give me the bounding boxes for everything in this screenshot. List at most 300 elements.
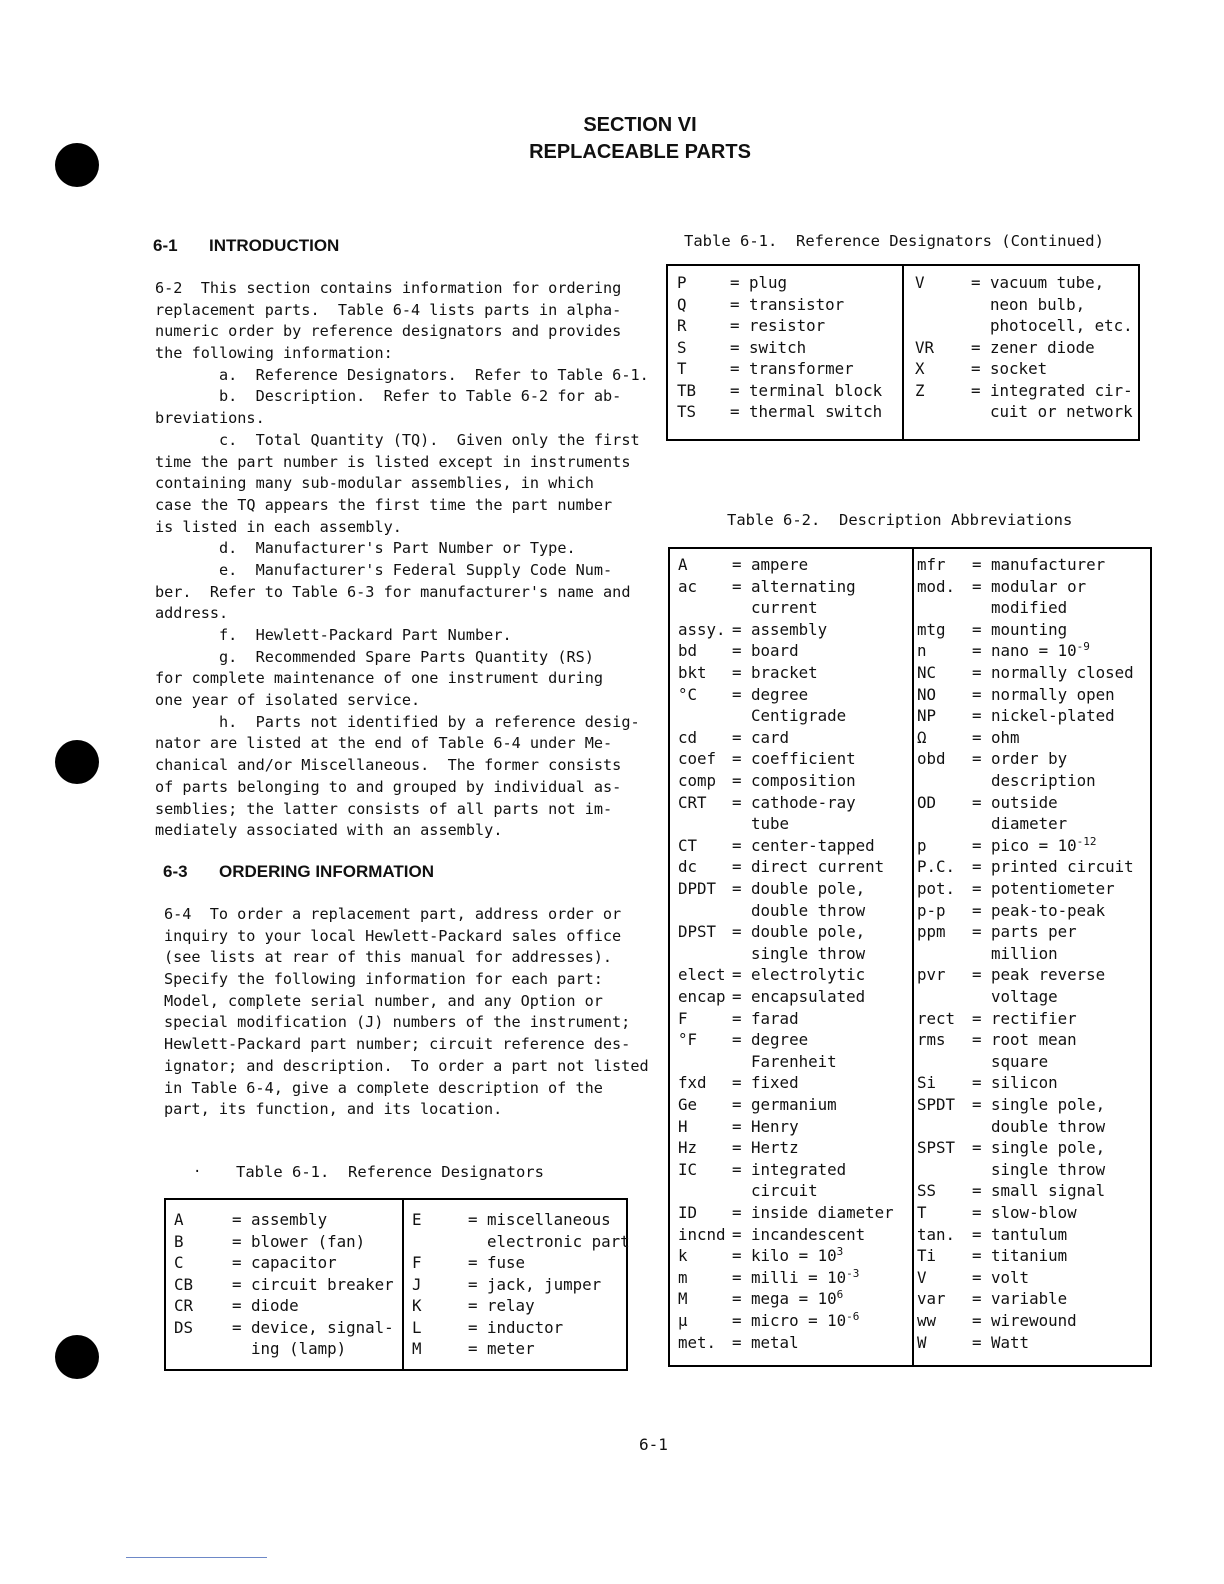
designator-code: Z xyxy=(915,380,925,400)
text-line: Model, complete serial number, and any Option or xyxy=(164,991,603,1010)
text-line: chanical and/or Miscellaneous. The former consists xyxy=(155,756,622,775)
designator-code: F xyxy=(412,1253,422,1272)
designator-code: TS xyxy=(677,402,697,421)
description-text: = germanium xyxy=(732,1095,837,1114)
designator-code: V xyxy=(917,1267,927,1287)
description-text: = encapsulated xyxy=(732,987,866,1006)
designator-description xyxy=(972,1052,1048,1071)
description-text: = single pole, xyxy=(972,1138,1106,1158)
text-line: part, its function, and its location. xyxy=(164,1100,503,1119)
designator-description xyxy=(972,706,1115,725)
column-divider xyxy=(402,1200,404,1369)
designator-code: W xyxy=(917,1332,927,1352)
description-text: = rectifier xyxy=(972,1008,1077,1028)
designator-code: R xyxy=(677,316,687,335)
designator-code: Si xyxy=(917,1073,937,1093)
designator-code: SPDT xyxy=(917,1095,956,1114)
designator-description xyxy=(730,295,844,314)
ordering-heading xyxy=(163,862,434,882)
designator-description xyxy=(972,1073,1058,1092)
designator-code: ID xyxy=(678,1203,698,1222)
designator-code: K xyxy=(412,1296,422,1315)
designator-description xyxy=(732,577,856,596)
designator-code: P xyxy=(677,273,687,292)
designator-code: ac xyxy=(678,576,698,596)
description-text: = double pole, xyxy=(732,922,866,942)
text-line: f. Hewlett-Packard Part Number. xyxy=(155,626,512,644)
description-text: = mega = 10 xyxy=(732,1289,837,1309)
description-text: square xyxy=(972,1051,1049,1071)
designator-description xyxy=(468,1339,535,1358)
text-line: Hewlett-Packard part number; circuit reference des- xyxy=(164,1035,631,1054)
designator-description xyxy=(972,577,1086,596)
text-line: of parts belonging to and grouped by individual as- xyxy=(155,777,622,796)
designator-description xyxy=(732,1052,837,1071)
designator-description xyxy=(730,381,882,400)
designator-description xyxy=(232,1275,394,1294)
description-text: = transistor xyxy=(730,294,845,314)
binder-hole-middle xyxy=(55,740,99,784)
designator-description xyxy=(971,381,1133,400)
description-text: = transformer xyxy=(730,359,854,378)
designator-code: n xyxy=(917,641,927,661)
designator-code: VR xyxy=(915,337,935,357)
designator-code: B xyxy=(174,1231,184,1251)
designator-description xyxy=(730,273,787,292)
designator-code: mod. xyxy=(917,576,956,596)
description-text: = switch xyxy=(730,337,807,357)
designator-description xyxy=(232,1318,394,1337)
description-text: = degree xyxy=(732,1030,809,1050)
designator-description xyxy=(732,749,856,768)
designator-code: DS xyxy=(174,1317,194,1337)
designator-description xyxy=(972,922,1077,941)
designator-code: J xyxy=(412,1274,422,1294)
text-line: c. Total Quantity (TQ). Given only the first xyxy=(155,430,640,449)
description-text: = assembly xyxy=(732,619,828,639)
description-text: double throw xyxy=(972,1116,1106,1136)
designator-code: TB xyxy=(677,380,697,400)
description-text: = variable xyxy=(972,1289,1068,1309)
text-line: d. Manufacturer's Part Number or Type. xyxy=(155,539,576,558)
designator-code: C xyxy=(174,1253,184,1272)
description-text: = metal xyxy=(732,1332,799,1352)
exponent: -12 xyxy=(1076,834,1097,848)
section-title: REPLACEABLE PARTS xyxy=(529,141,751,163)
description-text: double throw xyxy=(732,900,866,920)
designator-code: rms xyxy=(917,1030,946,1050)
designator-description xyxy=(732,1095,837,1114)
description-text: = relay xyxy=(468,1296,535,1315)
description-text: = degree xyxy=(732,684,809,704)
page-number: 6-1 xyxy=(639,1435,668,1454)
description-text: = wirewound xyxy=(972,1311,1077,1330)
designator-description xyxy=(972,987,1058,1006)
designator-description xyxy=(732,620,827,639)
designator-code: bd xyxy=(678,641,698,661)
designator-code: CT xyxy=(678,835,698,855)
designator-code: A xyxy=(174,1210,184,1229)
designator-description xyxy=(971,402,1133,421)
description-text: = miscellaneous xyxy=(468,1210,611,1229)
description-text: = parts per xyxy=(972,922,1077,942)
text-line: breviations. xyxy=(155,409,265,428)
designator-description xyxy=(972,857,1134,876)
description-text: = ampere xyxy=(732,555,809,574)
exponent: -9 xyxy=(1076,640,1090,654)
designator-code: Ti xyxy=(917,1246,937,1266)
description-text: = manufacturer xyxy=(972,555,1106,574)
table-6-2-caption: Table 6-2. Description Abbreviations xyxy=(727,511,1073,529)
designator-description xyxy=(732,685,808,704)
description-text: = diode xyxy=(232,1296,299,1315)
text-line: e. Manufacturer's Federal Supply Code Num- xyxy=(155,560,613,579)
text-line: nator are listed at the end of Table 6-4 under Me- xyxy=(155,734,613,753)
designator-code: SS xyxy=(917,1181,937,1201)
designator-description xyxy=(972,1333,1029,1352)
text-line: is listed in each assembly. xyxy=(155,517,402,536)
designator-description xyxy=(732,641,799,660)
designator-description xyxy=(972,1095,1105,1114)
description-text: = peak reverse xyxy=(972,965,1106,985)
description-text: = root mean xyxy=(972,1030,1077,1050)
text-line: case the TQ appears the first time the part number xyxy=(155,495,613,514)
description-text: = pico = 10 xyxy=(972,835,1077,855)
designator-description xyxy=(732,1160,846,1179)
designator-code: cd xyxy=(678,727,698,747)
description-text: = electrolytic xyxy=(732,965,866,985)
description-text: = silicon xyxy=(972,1073,1058,1093)
description-text: circuit xyxy=(732,1181,818,1201)
designator-code: S xyxy=(677,337,687,357)
designator-description xyxy=(468,1318,563,1337)
description-text: = thermal switch xyxy=(730,402,883,421)
intro-title: INTRODUCTION xyxy=(209,236,340,255)
designator-description xyxy=(732,944,865,963)
description-text: = double pole, xyxy=(732,879,866,898)
description-text: = peak-to-peak xyxy=(972,900,1106,920)
designator-description xyxy=(972,598,1067,617)
caption-bullet: · xyxy=(193,1164,202,1180)
designator-code: ww xyxy=(917,1311,937,1330)
description-text: = titanium xyxy=(972,1246,1068,1266)
description-text: ing (lamp) xyxy=(232,1339,347,1358)
designator-code: fxd xyxy=(678,1073,707,1093)
description-text: single throw xyxy=(732,943,866,963)
designator-code: assy. xyxy=(678,619,726,639)
description-text: = slow-blow xyxy=(972,1203,1077,1222)
description-text: = integrated xyxy=(732,1159,847,1179)
designator-description xyxy=(972,555,1105,574)
designator-description xyxy=(730,402,882,421)
ordering-title: ORDERING INFORMATION xyxy=(219,862,435,881)
description-text: = alternating xyxy=(732,576,856,596)
description-text: modified xyxy=(972,598,1068,618)
designator-code: p-p xyxy=(917,900,946,920)
designator-code: μ xyxy=(678,1311,688,1330)
designator-description xyxy=(468,1253,525,1272)
designator-code: H xyxy=(678,1116,688,1136)
designator-code: T xyxy=(677,359,687,378)
text-line: one year of isolated service. xyxy=(155,691,421,710)
description-text: = outside xyxy=(972,792,1058,812)
designator-description xyxy=(971,359,1047,378)
description-text: = coefficient xyxy=(732,749,856,769)
description-text: = kilo = 10 xyxy=(732,1246,837,1266)
column-divider xyxy=(902,266,904,439)
description-text: = capacitor xyxy=(232,1253,337,1272)
designator-description xyxy=(732,922,865,941)
description-text: = vacuum tube, xyxy=(971,273,1105,292)
designator-description xyxy=(732,1225,865,1244)
description-text: = modular or xyxy=(972,576,1087,596)
description-text: = tantulum xyxy=(972,1224,1068,1244)
table-6-1 xyxy=(164,1198,628,1371)
description-text: = inside diameter xyxy=(732,1203,894,1222)
designator-code: incnd xyxy=(678,1224,726,1244)
description-text: = order by xyxy=(972,749,1068,769)
designator-description xyxy=(732,555,808,574)
description-text: = small signal xyxy=(972,1181,1106,1201)
description-text: = direct current xyxy=(732,857,885,877)
designator-description xyxy=(972,771,1096,790)
text-line: replacement parts. Table 6-4 lists parts in alpha- xyxy=(155,300,622,319)
text-line: the following information: xyxy=(155,344,393,363)
description-text: = meter xyxy=(468,1339,535,1358)
designator-description xyxy=(730,338,806,357)
description-text: Centigrade xyxy=(732,706,847,726)
designator-description xyxy=(972,1246,1067,1265)
column-divider xyxy=(912,549,914,1365)
description-text: electronic part xyxy=(468,1231,630,1251)
designator-description xyxy=(732,1138,799,1157)
designator-description xyxy=(232,1210,327,1229)
description-text: = normally closed xyxy=(972,663,1134,682)
designator-code: elect xyxy=(678,965,726,985)
designator-description xyxy=(972,1138,1105,1157)
description-text: = incandescent xyxy=(732,1224,866,1244)
designator-code: F xyxy=(678,1008,688,1028)
description-text: cuit or network xyxy=(971,402,1133,421)
description-text: = nickel-plated xyxy=(972,706,1115,726)
designator-description xyxy=(972,879,1115,898)
designator-code: E xyxy=(412,1210,422,1229)
designator-code: A xyxy=(678,555,688,574)
designator-code: L xyxy=(412,1317,422,1337)
exponent: 6 xyxy=(836,1288,844,1302)
designator-code: CB xyxy=(174,1274,194,1294)
intro-heading xyxy=(153,236,339,256)
designator-code: °F xyxy=(678,1030,698,1050)
designator-description xyxy=(972,1117,1105,1136)
description-text: = terminal block xyxy=(730,380,883,400)
designator-code: bkt xyxy=(678,663,707,682)
description-text: = Hertz xyxy=(732,1138,799,1158)
description-text: = device, signal- xyxy=(232,1317,394,1337)
designator-description xyxy=(971,338,1095,357)
description-text: = fixed xyxy=(732,1073,799,1093)
ordering-number: 6-3 xyxy=(163,862,188,881)
description-text: = jack, jumper xyxy=(468,1274,602,1294)
description-text: = composition xyxy=(732,771,856,790)
description-text: = cathode-ray xyxy=(732,792,856,812)
designator-description xyxy=(732,1009,799,1028)
designator-description xyxy=(972,1289,1067,1308)
description-text: = integrated cir- xyxy=(971,380,1133,400)
intro-number: 6-1 xyxy=(153,236,178,255)
text-line: numeric order by reference designators and provides xyxy=(155,322,622,341)
description-text: tube xyxy=(732,814,790,834)
description-text: = resistor xyxy=(730,316,826,335)
description-text: = fuse xyxy=(468,1253,526,1272)
designator-description xyxy=(232,1296,299,1315)
designator-description xyxy=(732,965,865,984)
description-text: = assembly xyxy=(232,1210,328,1229)
designator-description xyxy=(732,663,818,682)
text-line: 6-4 To order a replacement part, address order or xyxy=(164,905,622,923)
text-line: g. Recommended Spare Parts Quantity (RS) xyxy=(155,647,594,666)
text-line: Specify the following information for each part: xyxy=(164,970,603,989)
designator-description xyxy=(972,944,1058,963)
designator-description xyxy=(732,901,865,920)
text-line: semblies; the latter consists of all parts not im- xyxy=(155,799,613,818)
description-text: = bracket xyxy=(732,663,818,682)
description-text: = blower (fan) xyxy=(232,1231,366,1251)
designator-description xyxy=(972,793,1058,812)
description-text: = potentiometer xyxy=(972,879,1115,898)
designator-code: T xyxy=(917,1203,927,1222)
description-text: = circuit breaker xyxy=(232,1274,394,1294)
description-text: current xyxy=(732,598,818,618)
text-line: containing many sub-modular assemblies, in which xyxy=(155,474,594,493)
description-text: diameter xyxy=(972,814,1068,834)
designator-code: X xyxy=(915,359,925,378)
designator-description xyxy=(732,771,856,790)
designator-description xyxy=(972,1225,1067,1244)
table-6-1-caption: Table 6-1. Reference Designators xyxy=(236,1163,544,1181)
designator-description xyxy=(732,857,884,876)
designator-code: NC xyxy=(917,663,937,682)
designator-code: p xyxy=(917,835,927,855)
designator-description xyxy=(468,1210,611,1229)
text-line: address. xyxy=(155,604,229,623)
exponent: 3 xyxy=(836,1245,844,1259)
description-text: = card xyxy=(732,727,790,747)
section-number: SECTION VI xyxy=(583,114,697,136)
designator-code: M xyxy=(412,1339,422,1358)
designator-code: Ω xyxy=(917,727,927,747)
designator-description xyxy=(972,1181,1105,1200)
binder-hole-bottom xyxy=(55,1335,99,1379)
designator-description xyxy=(972,620,1067,639)
designator-description xyxy=(972,1203,1077,1222)
text-line: b. Description. Refer to Table 6-2 for ab- xyxy=(155,387,622,406)
designator-description xyxy=(972,814,1067,833)
designator-code: CR xyxy=(174,1296,194,1315)
designator-description xyxy=(732,879,865,898)
text-line: in Table 6-4, give a complete description of the xyxy=(164,1078,603,1097)
description-text: = farad xyxy=(732,1008,799,1028)
designator-code: var xyxy=(917,1289,946,1309)
description-text: = plug xyxy=(730,273,788,292)
text-line: inquiry to your local Hewlett-Packard sales office xyxy=(164,926,622,945)
designator-description xyxy=(232,1232,365,1251)
designator-description xyxy=(468,1275,601,1294)
designator-description xyxy=(732,728,789,747)
designator-description xyxy=(971,295,1085,314)
text-line: mediately associated with an assembly. xyxy=(155,821,503,840)
designator-code: m xyxy=(678,1267,688,1287)
designator-description xyxy=(732,1181,818,1200)
designator-code: DPST xyxy=(678,922,717,942)
text-line: h. Parts not identified by a reference desig- xyxy=(155,712,640,731)
designator-code: Hz xyxy=(678,1138,698,1158)
table-6-1-continued xyxy=(666,264,1140,441)
ordering-body xyxy=(164,904,649,1121)
designator-description xyxy=(732,1311,859,1330)
description-text: million xyxy=(972,943,1058,963)
text-line: ber. Refer to Table 6-3 for manufacturer's name and xyxy=(155,582,631,601)
designator-description xyxy=(971,273,1104,292)
designator-description xyxy=(972,1311,1077,1330)
description-text: neon bulb, xyxy=(971,294,1086,314)
designator-description xyxy=(730,316,825,335)
designator-code: coef xyxy=(678,749,717,769)
designator-description xyxy=(972,1009,1077,1028)
designator-code: mfr xyxy=(917,555,946,574)
designator-description xyxy=(972,685,1115,704)
designator-code: NO xyxy=(917,684,937,704)
footer-rule xyxy=(126,1557,267,1558)
designator-code: V xyxy=(915,273,925,292)
designator-code: M xyxy=(678,1289,688,1309)
designator-code: ppm xyxy=(917,922,946,942)
description-text: photocell, etc. xyxy=(971,316,1133,335)
designator-code: Ge xyxy=(678,1095,698,1114)
designator-description xyxy=(232,1339,346,1358)
text-line: for complete maintenance of one instrument during xyxy=(155,669,604,688)
designator-code: DPDT xyxy=(678,879,717,898)
designator-description xyxy=(972,1268,1029,1287)
table-6-1-cont-caption: Table 6-1. Reference Designators (Continued) xyxy=(684,232,1104,250)
designator-description xyxy=(732,987,865,1006)
section-heading xyxy=(0,112,1224,166)
text-line: time the part number is listed except in instruments xyxy=(155,452,631,471)
designator-description xyxy=(732,1073,799,1092)
designator-description xyxy=(732,706,846,725)
designator-code: tan. xyxy=(917,1224,956,1244)
text-line: 6-2 This section contains information for ordering xyxy=(155,279,622,297)
designator-code: SPST xyxy=(917,1138,956,1158)
designator-description xyxy=(972,1160,1105,1179)
designator-code: IC xyxy=(678,1159,698,1179)
designator-description xyxy=(732,1203,894,1222)
text-line: a. Reference Designators. Refer to Table 6-1. xyxy=(155,365,649,384)
description-text: = normally open xyxy=(972,684,1115,704)
designator-description xyxy=(468,1232,630,1251)
designator-description xyxy=(972,901,1105,920)
designator-code: CRT xyxy=(678,792,707,812)
designator-description xyxy=(732,1117,799,1136)
description-text: = micro = 10 xyxy=(732,1311,847,1330)
description-text: voltage xyxy=(972,987,1058,1006)
designator-code: mtg xyxy=(917,619,946,639)
designator-description xyxy=(972,728,1020,747)
designator-description xyxy=(972,663,1134,682)
designator-description xyxy=(971,316,1133,335)
description-text: = ohm xyxy=(972,727,1020,747)
description-text: = Henry xyxy=(732,1116,799,1136)
